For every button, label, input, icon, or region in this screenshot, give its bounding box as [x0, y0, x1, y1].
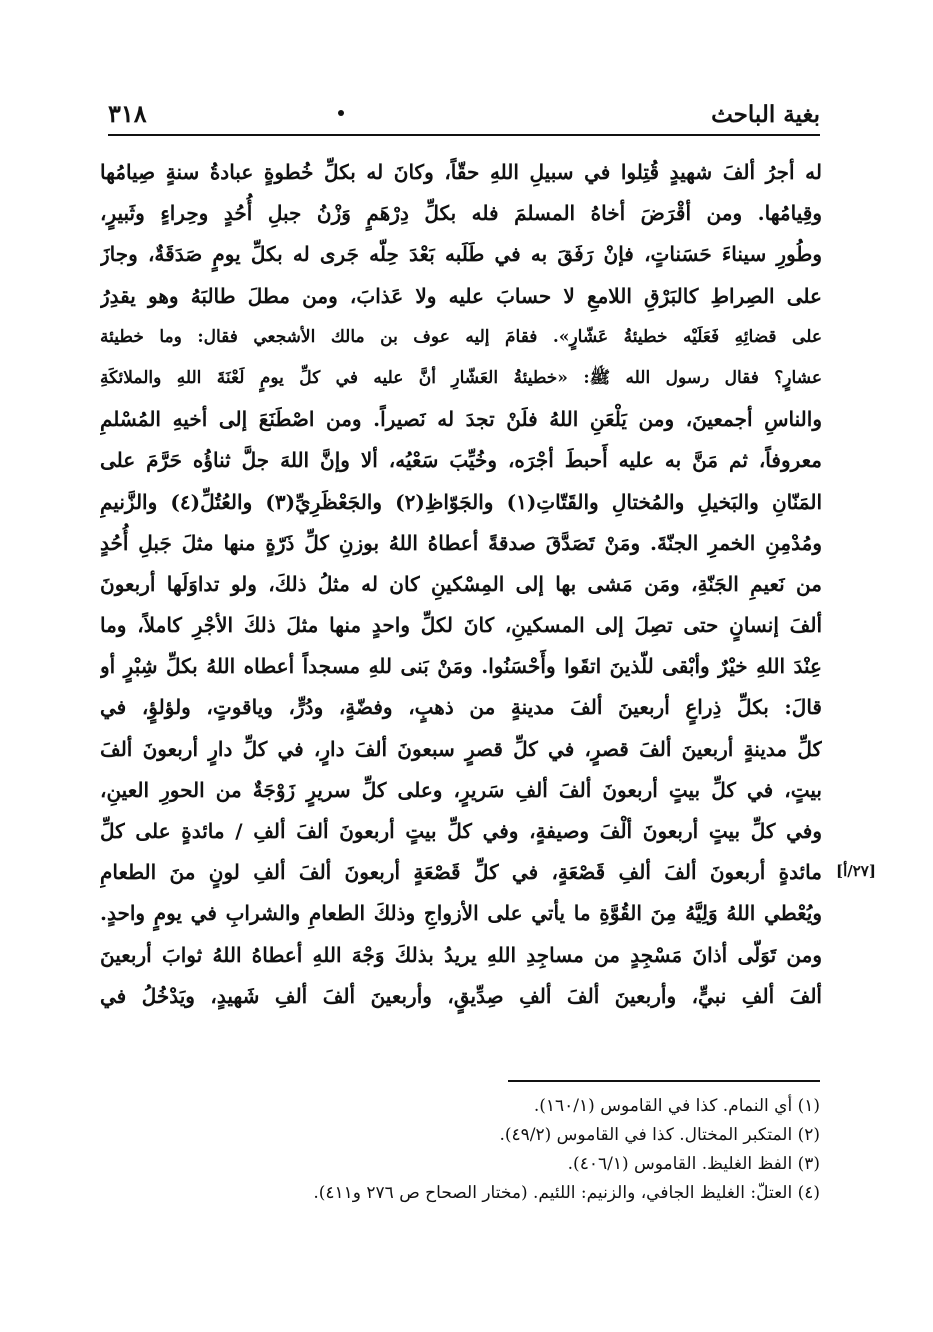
footnote-rule	[508, 1080, 820, 1082]
text-line: ومن تَوَلّى أذانَ مَسْجِدٍ من مساجِدِ اللهِ يريدُ بذلكَ وَجْهَ اللهِ أعطاهُ اللهُ ثوابَ أربعينَ	[100, 942, 822, 967]
text-line: ويُعْطي اللهُ وَلِيَّهُ مِنَ القُوَّةِ ما يأتي على الأزواجِ وذلكَ الطعامِ والشرابِ في يومٍ واحدٍ.	[100, 901, 822, 926]
header-rule	[108, 134, 820, 136]
text-line: على الصِراطِ كالبَرْقِ اللامعِ لا حسابَ عليه ولا عَذابَ، ومن مطلَ طالبَهُ وهو يقدِرُ	[100, 283, 822, 308]
page-header	[108, 88, 820, 128]
text-line: والناسِ أجمعينَ، ومن يَلْعَنِ اللهُ فلَنْ تجدَ له نَصيراً. ومن اصْطَنَعَ إلى أخيهِ المُسْلمِ	[100, 407, 822, 432]
text-line: مائدةٍ أربعونَ ألفَ ألفِ قَصْعَةٍ، في كلِّ قَصْعَةٍ أربعونَ ألفَ ألفِ لونٍ منَ الطعامِ	[100, 860, 822, 885]
running-head: بغية الباحث	[711, 101, 820, 128]
text-line: وقِيامُها. ومن أقْرَضَ أخاهُ المسلمَ فله بكلِّ دِرْهَمٍ وَزْنُ جبلِ أُحُدٍ وحِراءٍ وثَبيرٍ،	[100, 201, 822, 226]
text-line: معروفاً، ثم مَنَّ به عليه أَحبطَ أجْرَه، وخُيِّبَ سَعْيُه، ألا وإنَّ اللهَ جلَّ ثناؤُه حَرَّمَ على	[100, 448, 822, 473]
text-line: ألفَ إنسانٍ حتى تصِلَ إلى المسكينِ، كانَ لكلِّ واحدٍ منها مثلَ ذلكَ الأجْرِ كاملاً، وما	[100, 613, 822, 638]
text-line: كلِّ مدينةٍ أربعينَ ألفَ قصرٍ، في كلِّ قصرٍ سبعونَ ألفَ دارٍ، في كلِّ دارٍ أربعونَ ألفَ	[100, 736, 822, 761]
text-line: وطُورِ سيناءَ حَسَناتٍ، فإنْ رَفَقَ به في طَلَبه بَعْدَ حِلّه جَرى له بكلِّ يومٍ صَدَقَةٌ، وجازَ	[100, 242, 822, 267]
text-line: بيتٍ، في كلِّ بيتٍ أربعونَ ألفَ ألفِ سَريرٍ، وعلى كلِّ سريرٍ زَوْجَةٌ من الحورِ العينِ،	[100, 777, 822, 802]
text-line: قالَ: بكلِّ ذِراعٍ أربعينَ ألفَ مدينةٍ من ذهبٍ، وفضّةٍ، ودُرٍّ، وياقوتٍ، ولؤلؤٍ، في	[100, 695, 822, 720]
text-line: على قضائِهِ فَعَلَيْه خطيئةُ عَشّارٍ». فقامَ إليه عوف بن مالك الأشجعي فقال: وما خطيئة	[100, 326, 822, 347]
text-line: عِنْدَ اللهِ خيْرٌ وأبْقى للّذينَ اتقَوا وأَحْسَنُوا. ومَنْ بَنى للهِ مسجداً أعطاه اللهُ بكلِّ شِبْرٍ أو	[100, 654, 822, 679]
page-number: ٣١٨	[108, 99, 147, 128]
text-line: المَنّانِ والبَخيلِ والمُختالِ والقَتّاتِ(١) والجَوّاظِ(٢) والجَعْظَرِيِّ(٣) والعُتُلِّ(٤) والزَّنيمِ	[100, 489, 822, 514]
text-line: عشارٍ؟ فقال رسول الله ﷺ: «خطيئةُ العَشّارِ أنَّ عليه في كلِّ يومٍ لَعْنَةَ اللهِ والملائكَةِ	[100, 367, 822, 388]
footnotes	[200, 1092, 820, 1208]
footnote: (١) أي النمام. كذا في القاموس (١٦٠/١).	[533, 1096, 820, 1116]
text-line: ومُدْمِنِ الخمرِ الجنّةَ. ومَنْ تَصَدَّقَ صدقةً أعطاهُ اللهُ بوزنِ كلِّ ذَرّةٍ منها مثلَ جَبلِ أُحُدٍ	[100, 530, 822, 555]
margin-manuscript-reference: [٢٧/أ]	[836, 862, 876, 880]
header-dot	[338, 110, 344, 116]
footnote: (٤) العتلّ: الغليظ الجافي، والزنيم: اللئيم. (مختار الصحاح ص ٢٧٦ و٤١١).	[313, 1183, 820, 1203]
text-line: وفي كلِّ بيتٍ أربعونَ ألْفَ وصيفةٍ، وفي كلِّ بيتٍ أربعونَ ألفَ ألفِ / مائدةٍ على كلِّ	[100, 819, 822, 843]
footnote: (٢) المتكبر المختال. كذا في القاموس (٤٩/٢).	[499, 1125, 820, 1145]
footnote: (٣) الفظ الغليظ. القاموس (٤٠٦/١).	[567, 1154, 820, 1174]
text-line: ألفَ ألفِ نبيٍّ، وأربعينَ ألفَ ألفِ صِدِّيقٍ، وأربعينَ ألفَ ألفِ شَهيدٍ، ويَدْخُلُ في	[100, 983, 822, 1008]
text-line: له أجرُ ألفَ شهيدٍ قُتِلوا في سبيلِ اللهِ حقّاً، وكانَ له بكلِّ خُطوةٍ عبادةُ سنةٍ صِيامُها	[100, 160, 822, 184]
main-text	[100, 152, 822, 1017]
text-line: من نَعيمِ الجَنّةِ، ومَن مَشى بها إلى المِسْكينِ كان له مثلُ ذلكَ، ولو تداوَلَها أربعونَ	[100, 571, 822, 596]
